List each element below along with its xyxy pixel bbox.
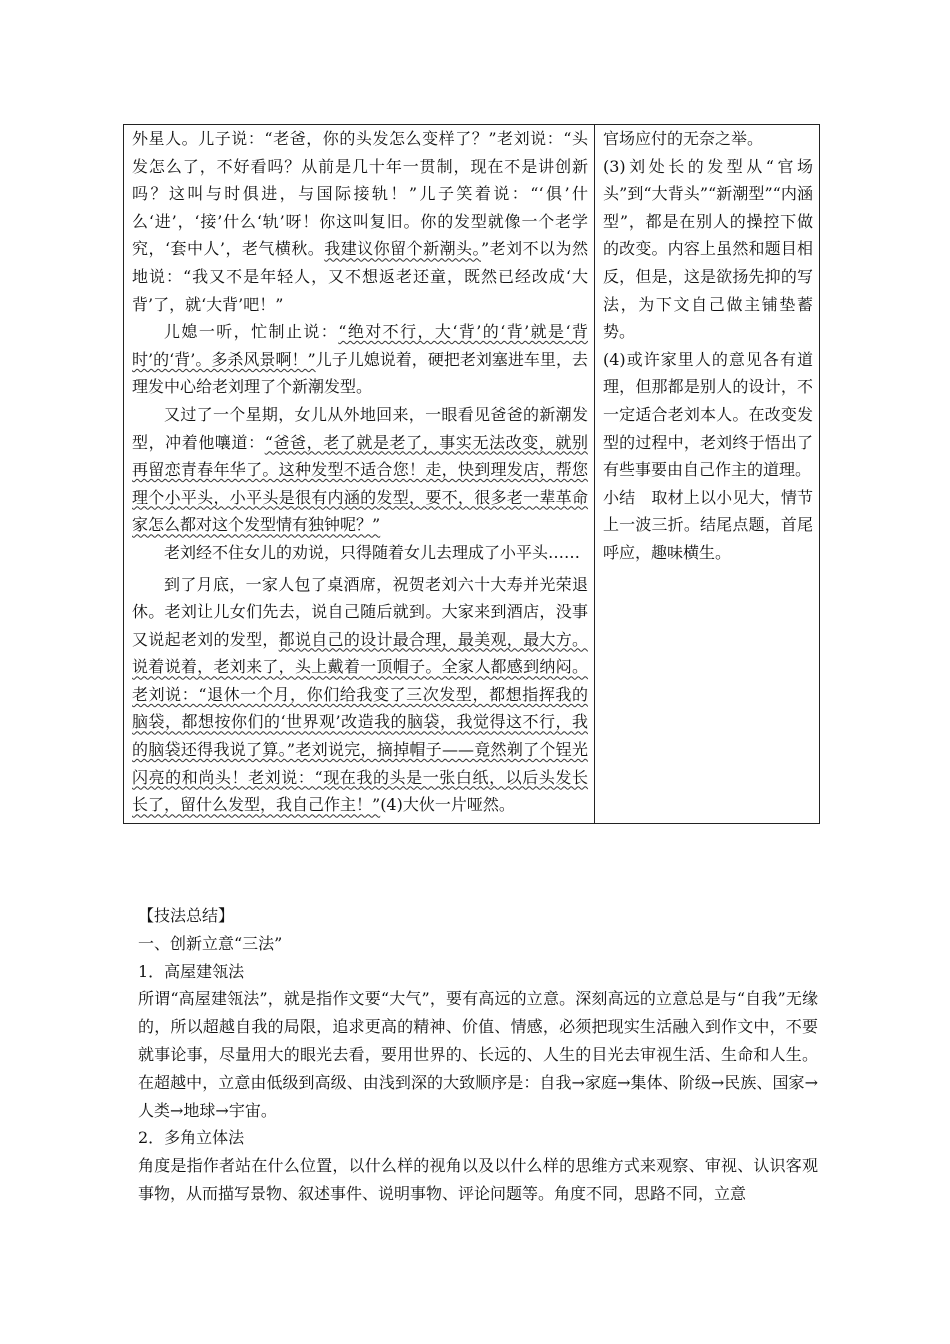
- wavy-underlined-text: “爸爸，老了就是老了，事实无法改变，就别再留恋青春年华了。这种发型不适合您！走，快到理发店，帮您理个小平头，小平头是很有内涵的发型，要不，很多老一辈革命家怎么都对这个发型情有独钟呢？”: [132, 432, 588, 535]
- section-heading: 【技法总结】: [138, 906, 235, 925]
- commentary-note: 官场应付的无奈之举。: [603, 129, 764, 148]
- commentary-cell: [595, 125, 820, 824]
- commentary-summary: 小结 取材上以小见大，情节上一波三折。结尾点题，首尾呼应，趣味横生。: [603, 487, 813, 562]
- item-body: 角度是指作者站在什么位置，以什么样的视角以及以什么样的思维方式来观察、审视、认识客观事物，从而描写景物、叙述事件、说明事物、评论问题等。角度不同，思路不同，立意: [138, 1156, 818, 1203]
- section-subheading: 一、创新立意“三法”: [138, 933, 283, 953]
- item-title: 2．多角立体法: [138, 1128, 245, 1148]
- commentary-note: (4)或许家里人的意见各有道理，但那都是别人的设计，不一定适合老刘本人。在改变发型的过程中，老刘终于悟出了有些事要由自己作主的道理。: [603, 349, 813, 480]
- essay-paragraph: 儿媳一听，忙制止说：“绝对不行，大‘背’的‘背’就是‘背时’的‘背’。多杀风景啊！”儿子儿媳说着，硬把老刘塞进车里，去理发中心给老刘理了个新潮发型。: [132, 322, 588, 397]
- essay-commentary-table: [123, 124, 820, 824]
- item-title: 1．高屋建瓴法: [138, 961, 245, 981]
- wavy-underlined-text: 我建议你留个新潮头。: [324, 239, 481, 259]
- essay-paragraph: 到了月底，一家人包了桌酒席，祝贺老刘六十大寿并光荣退休。老刘让儿女们先去，说自己随后就到。大家来到酒店，没事又说起老刘的发型，都说自己的设计最合理，最美观，最大方。说着说着，老刘来了，头上戴着一顶帽子。全家人都感到纳闷。老刘说：“退休一个月，你们给我变了三次发型，都想指挥我的脑袋，都想按你们的‘世界观’改造我的脑袋，我觉得这不行，我的脑袋还得我说了算。”老刘说完，摘掉帽子——竟然剃了个锃光闪亮的和尚头！老刘说：“现在我的头是一张白纸，以后头发长长了，留什么发型，我自己作主！”(4)大伙一片哑然。: [132, 574, 588, 815]
- wavy-underlined-text: 都说自己的设计最合理，最美观，最大方。说着说着，老刘来了，头上戴着一顶帽子。全家人都感到纳闷。老刘说：“退休一个月，你们给我变了三次发型，都想指挥我的脑袋，都想按你们的‘世界观’改造我的脑袋，我觉得这不行，我的脑袋还得我说了算。”老刘说完，摘掉帽子——竟然剃了个锃光闪亮的和尚头！老刘说：“现在我的头是一张白纸，以后头发长长了，留什么发型，我自己作主！”: [132, 629, 588, 815]
- technique-summary: [138, 902, 818, 1208]
- essay-paragraph: 外星人。儿子说：“老爸，你的头发怎么变样了？”老刘说：“头发怎么了，不好看吗？从前是几十年一贯制，现在不是讲创新吗？这叫与时俱进，与国际接轨！”儿子笑着说：“‘俱’什么‘进’，‘接’什么‘轨’呀！你这叫复旧。你的发型就像一个老学究，‘套中人’，老气横秋。我建议你留个新潮头。”老刘不以为然地说：“我又不是年轻人，又不想返老还童，既然已经改成‘大背’了，就‘大背’吧！”: [132, 129, 588, 314]
- essay-paragraph: 老刘经不住女儿的劝说，只得随着女儿去理成了小平头……: [164, 542, 581, 562]
- essay-paragraph: 又过了一个星期，女儿从外地回来，一眼看见爸爸的新潮发型，冲着他嚷道：“爸爸，老了就是老了，事实无法改变，就别再留恋青春年华了。这种发型不适合您！走，快到理发店，帮您理个小平头，小平头是很有内涵的发型，要不，很多老一辈革命家怎么都对这个发型情有独钟呢？”: [132, 404, 588, 535]
- table-row: [124, 125, 820, 824]
- wavy-underlined-text: “绝对不行，大‘背’的‘背’就是‘背时’的‘背’。多杀风景啊！”: [132, 322, 588, 369]
- essay-text-cell: [124, 125, 595, 824]
- commentary-note: (3)刘处长的发型从“官场头”到“大背头”“新潮型”“内涵型”，都是在别人的操控下做的改变。内容上虽然和题目相反，但是，这是欲扬先抑的写法，为下文自己做主铺垫蓄势。: [603, 156, 813, 342]
- item-body: 所谓“高屋建瓴法”，就是指作文要“大气”，要有高远的立意。深刻高远的立意总是与“自我”无缘的，所以超越自我的局限，追求更高的精神、价值、情感，必须把现实生活融入到作文中，不要就事论事，尽量用大的眼光去看，要用世界的、长远的、人生的目光去审视生活、生命和人生。在超越中，立意由低级到高级、由浅到深的大致顺序是：自我→家庭→集体、阶级→民族、国家→人类→地球→宇宙。: [138, 989, 818, 1120]
